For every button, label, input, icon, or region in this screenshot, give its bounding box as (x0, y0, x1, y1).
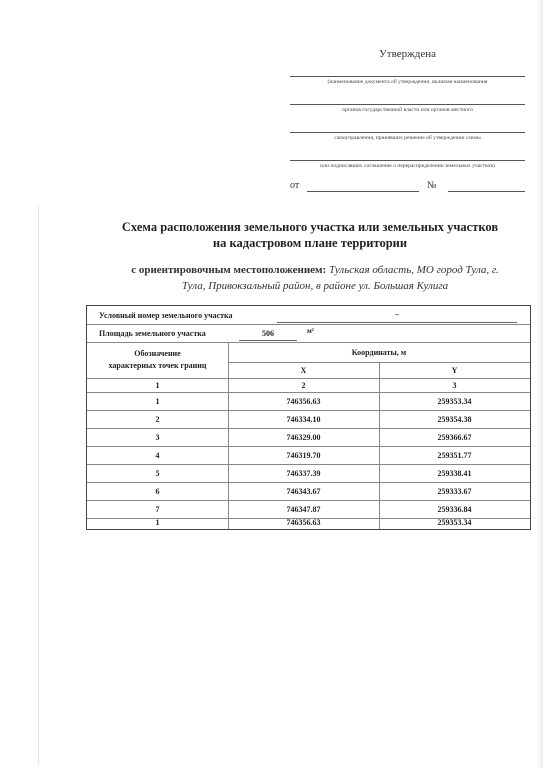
document-title-line-1: Схема расположения земельного участка или земельных участков (121, 220, 499, 234)
from-label: от (290, 180, 300, 191)
location-value-1: Тульская область, МО город Тула, г. (328, 264, 499, 276)
y-cell: 259336.84 (437, 505, 472, 514)
y-cell: 259353.34 (437, 397, 472, 406)
area-unit: м² (307, 327, 314, 335)
point-cell: 3 (155, 433, 160, 442)
col-number-2: 2 (301, 381, 306, 390)
x-cell: 746337.39 (286, 469, 321, 478)
approval-line-2 (290, 104, 525, 105)
location-line-1 (90, 264, 540, 276)
conditional-number-underline (277, 322, 517, 323)
scan-edge-shadow (38, 205, 39, 765)
location-line-2 (90, 280, 540, 292)
point-cell: 5 (155, 469, 160, 478)
coordinates-table (86, 305, 531, 530)
point-cell: 7 (155, 505, 160, 514)
number-line (448, 191, 525, 192)
approval-heading: Утверждена (379, 48, 436, 60)
scan-fold-shadow (537, 0, 543, 768)
approval-line-3 (290, 132, 525, 133)
y-cell: 259354.38 (437, 415, 472, 424)
point-cell: 2 (155, 415, 160, 424)
y-cell: 259366.67 (437, 433, 472, 442)
point-cell: 6 (155, 487, 160, 496)
approval-caption-2: органов государственной власти или органов местного (342, 107, 473, 113)
area-label: Площадь земельного участка (99, 329, 206, 338)
y-cell: 259353.34 (437, 518, 472, 527)
x-cell: 746356.63 (286, 518, 321, 527)
conditional-number-value: – (395, 310, 399, 319)
approval-date-number-row (290, 180, 525, 194)
point-cell: 4 (155, 451, 160, 460)
point-cell: 1 (155, 397, 160, 406)
x-cell: 746329.00 (286, 433, 321, 442)
approval-caption-4: или подписавших соглашение о перераспределении земельных участков) (320, 163, 495, 169)
x-cell: 746356.63 (286, 397, 321, 406)
date-line (307, 191, 419, 192)
x-cell: 746319.70 (286, 451, 321, 460)
area-underline (239, 340, 297, 341)
x-cell: 746347.87 (286, 505, 321, 514)
coords-header: Координаты, м (351, 348, 407, 357)
approval-caption-1: (наименование документа об утверждении, включая наименования (327, 79, 488, 85)
y-cell: 259351.77 (437, 451, 472, 460)
point-header-line-2: характерных точек границ (108, 361, 207, 370)
approval-line-1 (290, 76, 525, 77)
conditional-number-label: Условный номер земельного участка (99, 311, 233, 320)
document-title-line-2: на кадастровом плане территории (212, 236, 408, 250)
col-y-header: Y (451, 366, 458, 375)
col-number-3: 3 (452, 381, 457, 390)
point-cell: 1 (155, 518, 160, 527)
area-value: 506 (262, 329, 274, 338)
number-label: № (427, 180, 437, 191)
approval-line-4 (290, 160, 525, 161)
approval-caption-3: самоуправления, принявших решение об утверждении схемы (334, 135, 481, 141)
x-cell: 746334.10 (286, 415, 321, 424)
y-cell: 259333.67 (437, 487, 472, 496)
col-x-header: X (300, 366, 307, 375)
col-number-1: 1 (155, 381, 160, 390)
location-label: с ориентировочным местоположением: (131, 264, 327, 276)
point-header-line-1: Обозначение (134, 349, 181, 358)
x-cell: 746343.67 (286, 487, 321, 496)
y-cell: 259338.41 (437, 469, 472, 478)
location-value-2: Тула, Привокзальный район, в районе ул. Большая Кулига (181, 280, 449, 292)
